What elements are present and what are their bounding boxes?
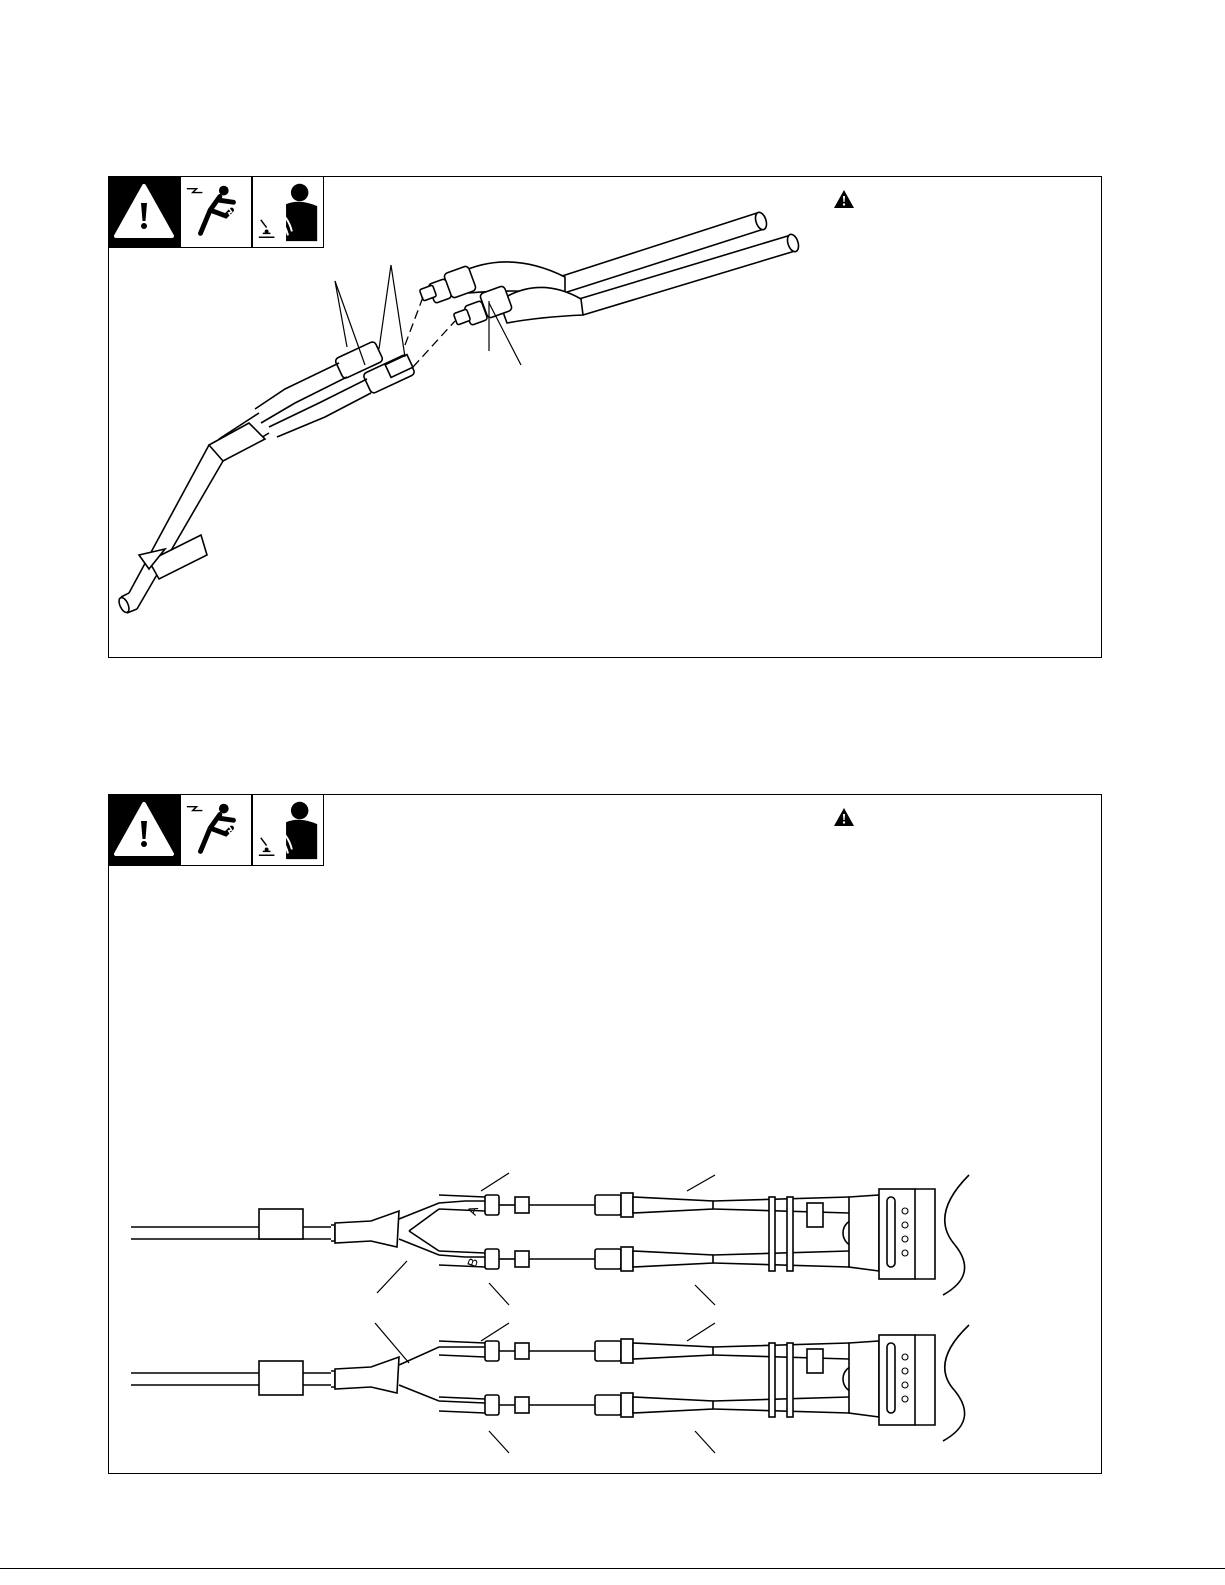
safety-panel-2	[108, 794, 1102, 1474]
cable-connection-schematic	[109, 795, 1103, 1475]
safety-panel-1	[108, 176, 1102, 658]
connector-label-a: A	[464, 1203, 482, 1218]
page-footer-rule	[0, 1568, 1225, 1569]
lower-cable-assembly	[131, 1323, 969, 1453]
connector-label-b: B	[464, 1255, 482, 1270]
gun-cable-connection-illustration	[109, 177, 1103, 659]
upper-cable-assembly	[131, 1173, 969, 1305]
